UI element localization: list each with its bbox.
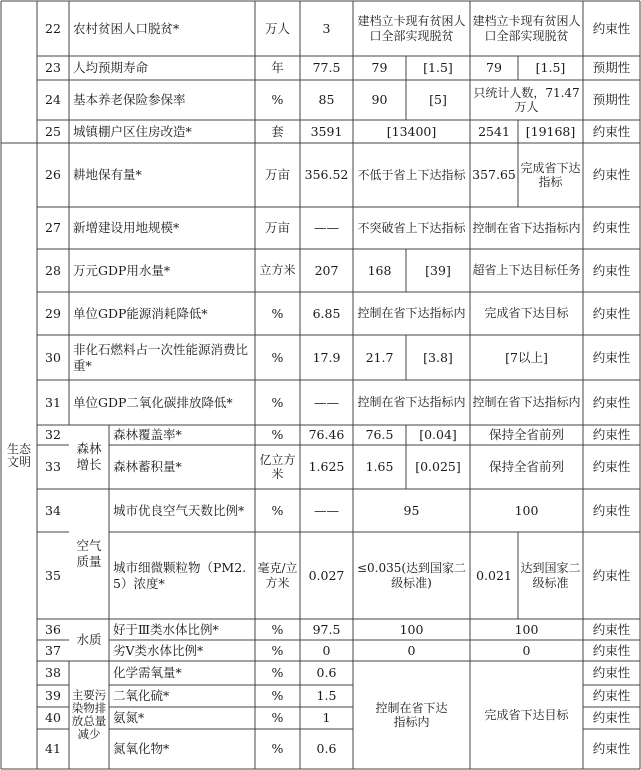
attribute-cell: 约束性 xyxy=(592,167,631,182)
row-number: 32 xyxy=(45,427,61,442)
target-value-1: 76.5 xyxy=(365,427,394,442)
target-value-2: 0.021 xyxy=(476,567,512,583)
row-number: 27 xyxy=(45,220,61,235)
indicator-name: 好于Ⅲ类水体比例* xyxy=(113,621,219,637)
row-number: 23 xyxy=(45,60,61,75)
target-increment-2: 达到国家二级标准 xyxy=(520,561,581,590)
target-value-2: 超省上下达目标任务 xyxy=(472,263,581,278)
pollutant-target-1: 控制在省下达指标内 xyxy=(375,700,448,729)
attribute-cell: 约束性 xyxy=(592,621,631,637)
unit-cell: % xyxy=(271,427,284,442)
target-value-2: 控制在省下达指标内 xyxy=(472,220,581,235)
unit-cell: % xyxy=(271,349,284,365)
target-value-2: 357.65 xyxy=(472,167,516,182)
unit-cell: % xyxy=(271,621,284,637)
attribute-cell: 约束性 xyxy=(592,123,631,139)
attribute-cell: 约束性 xyxy=(592,349,631,365)
base-value: 85 xyxy=(318,92,335,107)
unit-cell: 套 xyxy=(271,123,284,139)
unit-cell: % xyxy=(271,741,284,756)
row-number: 34 xyxy=(45,502,61,518)
target-increment-1: [1.5] xyxy=(423,60,453,75)
attribute-cell: 约束性 xyxy=(592,688,631,703)
target-value-1: 不突破省上下达指标 xyxy=(357,220,466,235)
target-value-2: 100 xyxy=(514,621,539,637)
target-value-2: 保持全省前列 xyxy=(488,459,564,474)
indicator-name: 氮氧化物* xyxy=(113,741,170,756)
target-increment-2: [19168] xyxy=(525,123,576,139)
attribute-cell: 约束性 xyxy=(592,427,631,442)
indicator-name: 单位GDP能源消耗降低* xyxy=(73,305,208,321)
base-value: —— xyxy=(314,502,339,518)
base-value: 0.027 xyxy=(308,567,345,583)
base-value: 77.5 xyxy=(312,60,341,75)
target-value-2: 0 xyxy=(522,642,531,658)
row-number: 39 xyxy=(45,688,61,703)
attribute-cell: 约束性 xyxy=(592,220,631,235)
pollutant-target-2: 完成省下达目标 xyxy=(484,707,569,722)
indicator-name: 新增建设用地规模* xyxy=(73,220,180,235)
indicator-name: 农村贫困人口脱贫* xyxy=(73,20,180,36)
target-value-1: ≤0.035(达到国家二级标准) xyxy=(356,561,467,590)
target-increment-1: [3.8] xyxy=(423,349,453,365)
attribute-cell: 约束性 xyxy=(592,459,631,474)
base-value: 3591 xyxy=(310,123,343,139)
attribute-cell: 约束性 xyxy=(592,665,631,680)
unit-cell: % xyxy=(271,688,284,703)
row-number: 30 xyxy=(45,349,61,365)
unit-cell: % xyxy=(271,665,284,680)
target-value-1: 100 xyxy=(399,621,424,637)
base-value: 207 xyxy=(314,262,339,278)
unit-cell: 立方米 xyxy=(259,263,296,278)
subgroup-cell-water: 水质 xyxy=(76,632,102,647)
base-value: 0 xyxy=(322,642,331,658)
target-increment-2: [1.5] xyxy=(535,60,566,75)
target-value-1: 79 xyxy=(371,60,388,75)
group-cell-ecology: 生态文明 xyxy=(6,442,31,469)
target-value-2: 控制在省下达指标内 xyxy=(472,395,581,410)
row-number: 35 xyxy=(45,567,61,583)
base-value: —— xyxy=(314,394,339,410)
target-value-1: 90 xyxy=(371,92,388,107)
attribute-cell: 约束性 xyxy=(592,710,631,725)
unit-cell: % xyxy=(271,394,284,410)
attribute-cell: 预期性 xyxy=(592,92,631,107)
base-value: 76.46 xyxy=(308,427,345,442)
row-number: 25 xyxy=(45,123,61,139)
indicator-name: 非化石燃料占一次性能源消费比重* xyxy=(73,341,249,373)
unit-cell: 年 xyxy=(271,60,284,75)
row-number: 22 xyxy=(45,20,61,36)
target-value-2: [7以上] xyxy=(505,349,548,365)
attribute-cell: 约束性 xyxy=(592,741,631,756)
base-value: 0.6 xyxy=(316,665,337,680)
row-number: 37 xyxy=(45,642,61,658)
target-value-1: 控制在省下达指标内 xyxy=(357,306,466,321)
unit-cell: 万亩 xyxy=(264,220,290,235)
indicator-name: 二氧化硫* xyxy=(113,688,170,703)
target-value-2: 100 xyxy=(514,502,539,518)
attribute-cell: 预期性 xyxy=(592,60,631,75)
attribute-cell: 约束性 xyxy=(592,642,631,658)
target-value-2: 建档立卡现有贫困人口全部实现脱贫 xyxy=(472,14,581,43)
row-number: 26 xyxy=(45,167,61,182)
target-increment-1: [39] xyxy=(425,262,451,278)
base-value: 6.85 xyxy=(312,305,341,321)
unit-cell: % xyxy=(271,92,284,107)
attribute-cell: 约束性 xyxy=(592,394,631,410)
indicator-name: 单位GDP二氧化碳排放降低* xyxy=(73,394,233,410)
unit-cell: 毫克/立方米 xyxy=(257,561,298,590)
base-value: 1.5 xyxy=(316,688,337,703)
target-value-1: 21.7 xyxy=(365,349,394,365)
indicator-name: 劣Ⅴ类水体比例* xyxy=(113,642,204,658)
indicator-name: 城市细微颗粒物（PM2.5）浓度* xyxy=(113,559,247,591)
base-value: 0.6 xyxy=(316,741,337,756)
indicator-name: 基本养老保险参保率 xyxy=(73,92,186,107)
row-number: 41 xyxy=(45,741,61,756)
attribute-cell: 约束性 xyxy=(592,20,631,36)
target-increment-1: [0.025] xyxy=(415,459,461,474)
target-value-1: 不低于省上下达指标 xyxy=(357,167,466,182)
base-value: 3 xyxy=(322,20,331,36)
target-value-1: 0 xyxy=(407,642,416,658)
attribute-cell: 约束性 xyxy=(592,502,631,518)
base-value: 97.5 xyxy=(312,621,341,637)
indicator-name: 化学需氧量* xyxy=(113,665,182,680)
target-value-2: 79 xyxy=(486,60,502,75)
base-value: 356.52 xyxy=(304,167,349,182)
target-increment-1: [5] xyxy=(429,92,447,107)
row-number: 24 xyxy=(45,92,61,107)
base-value: —— xyxy=(314,220,339,235)
base-value: 1.625 xyxy=(308,459,345,474)
target-increment-1: [0.04] xyxy=(419,427,457,442)
base-value: 1 xyxy=(322,710,331,725)
target-value-2: 保持全省前列 xyxy=(488,427,564,442)
target-value-1: 95 xyxy=(403,502,420,518)
subgroup-cell-forest: 森林增长 xyxy=(76,441,102,472)
target-increment-2: 完成省下达指标 xyxy=(520,160,581,189)
indicator-name: 城市优良空气天数比例* xyxy=(113,502,245,518)
indicator-name: 氨氮* xyxy=(113,710,145,725)
row-number: 31 xyxy=(45,394,61,410)
row-number: 28 xyxy=(45,262,61,278)
unit-cell: 万人 xyxy=(264,20,290,36)
unit-cell: % xyxy=(271,642,284,658)
target-value-1: 建档立卡现有贫困人口全部实现脱贫 xyxy=(357,14,466,43)
indicator-name: 森林覆盖率* xyxy=(113,427,182,442)
indicator-name: 耕地保有量* xyxy=(73,167,142,182)
indicator-name: 万元GDP用水量* xyxy=(73,262,171,278)
unit-cell: 亿立方米 xyxy=(259,452,296,481)
attribute-cell: 约束性 xyxy=(592,567,631,583)
row-number: 40 xyxy=(45,710,61,725)
target-value-1: 控制在省下达指标内 xyxy=(357,395,466,410)
target-value-1: [13400] xyxy=(386,123,437,139)
unit-cell: % xyxy=(271,305,284,321)
target-value-1: 1.65 xyxy=(365,459,394,474)
target-value-2: 完成省下达目标 xyxy=(484,306,569,321)
row-number: 33 xyxy=(45,459,61,474)
attribute-cell: 约束性 xyxy=(592,262,631,278)
unit-cell: 万亩 xyxy=(264,167,290,182)
target-value-1: 168 xyxy=(367,262,392,278)
base-value: 17.9 xyxy=(312,349,341,365)
row-number: 36 xyxy=(45,621,61,637)
indicator-name: 人均预期寿命 xyxy=(73,60,149,75)
subgroup-cell-air: 空气质量 xyxy=(76,538,102,569)
subgroup-cell-pollutant: 主要污染物排放总量减少 xyxy=(71,687,107,742)
unit-cell: % xyxy=(271,502,284,518)
target-value-2: 只统计人数，71.47万人 xyxy=(473,85,580,114)
attribute-cell: 约束性 xyxy=(592,305,631,321)
target-value-2: 2541 xyxy=(478,123,510,139)
unit-cell: % xyxy=(271,710,284,725)
indicator-name: 城镇棚户区住房改造* xyxy=(73,123,192,139)
row-number: 38 xyxy=(45,665,61,680)
indicator-name: 森林蓄积量* xyxy=(113,459,182,474)
row-number: 29 xyxy=(45,305,61,321)
